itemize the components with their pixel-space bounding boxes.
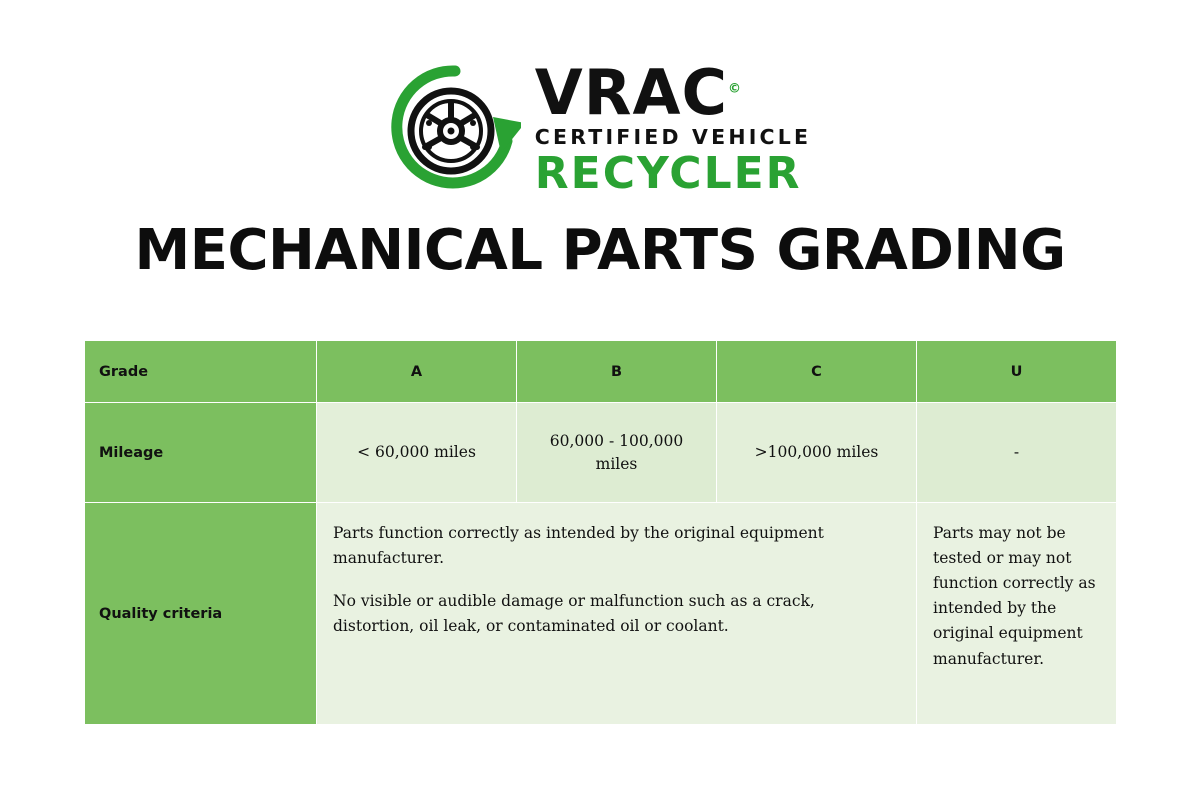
table-header-row xyxy=(85,341,1117,403)
row-label-quality-criteria: Quality criteria xyxy=(85,503,317,725)
header-grade-label: Grade xyxy=(85,341,317,403)
mileage-grade-u: - xyxy=(917,403,1117,503)
logo-brand xyxy=(534,56,742,130)
quality-criteria-abc-line-2: No visible or audible damage or malfunction such as a crack, distortion, oil leak, or contaminated oil or coolant. xyxy=(333,592,815,636)
copyright-icon: © xyxy=(727,81,742,97)
logo-brand-text: VRAC xyxy=(534,56,728,130)
logo-subtitle: CERTIFIED VEHICLE xyxy=(534,125,812,150)
mileage-grade-b: 60,000 - 100,000 miles xyxy=(517,403,717,503)
header-grade-b: B xyxy=(517,341,717,403)
logo-wordmark-group xyxy=(534,56,812,199)
header-grade-c: C xyxy=(717,341,917,403)
logo-inner xyxy=(389,56,812,199)
header-grade-u: U xyxy=(917,341,1117,403)
logo-recycler-word: RECYCLER xyxy=(534,147,802,199)
table-row xyxy=(85,403,1117,503)
page-title: MECHANICAL PARTS GRADING xyxy=(134,218,1066,283)
quality-criteria-abc xyxy=(317,503,917,725)
quality-criteria-abc-line-1: Parts function correctly as intended by the original equipment manufacturer. xyxy=(333,524,824,568)
row-label-mileage: Mileage xyxy=(85,403,317,503)
mileage-grade-a: < 60,000 miles xyxy=(317,403,517,503)
mileage-grade-c: >100,000 miles xyxy=(717,403,917,503)
wheel-recycle-arrow-icon xyxy=(389,61,521,193)
table-row xyxy=(85,503,1117,725)
grading-table xyxy=(84,340,1117,725)
header-grade-a: A xyxy=(317,341,517,403)
quality-criteria-u: Parts may not be tested or may not function correctly as intended by the original equipment manufacturer. xyxy=(917,503,1117,725)
vrac-logo xyxy=(0,52,1200,202)
